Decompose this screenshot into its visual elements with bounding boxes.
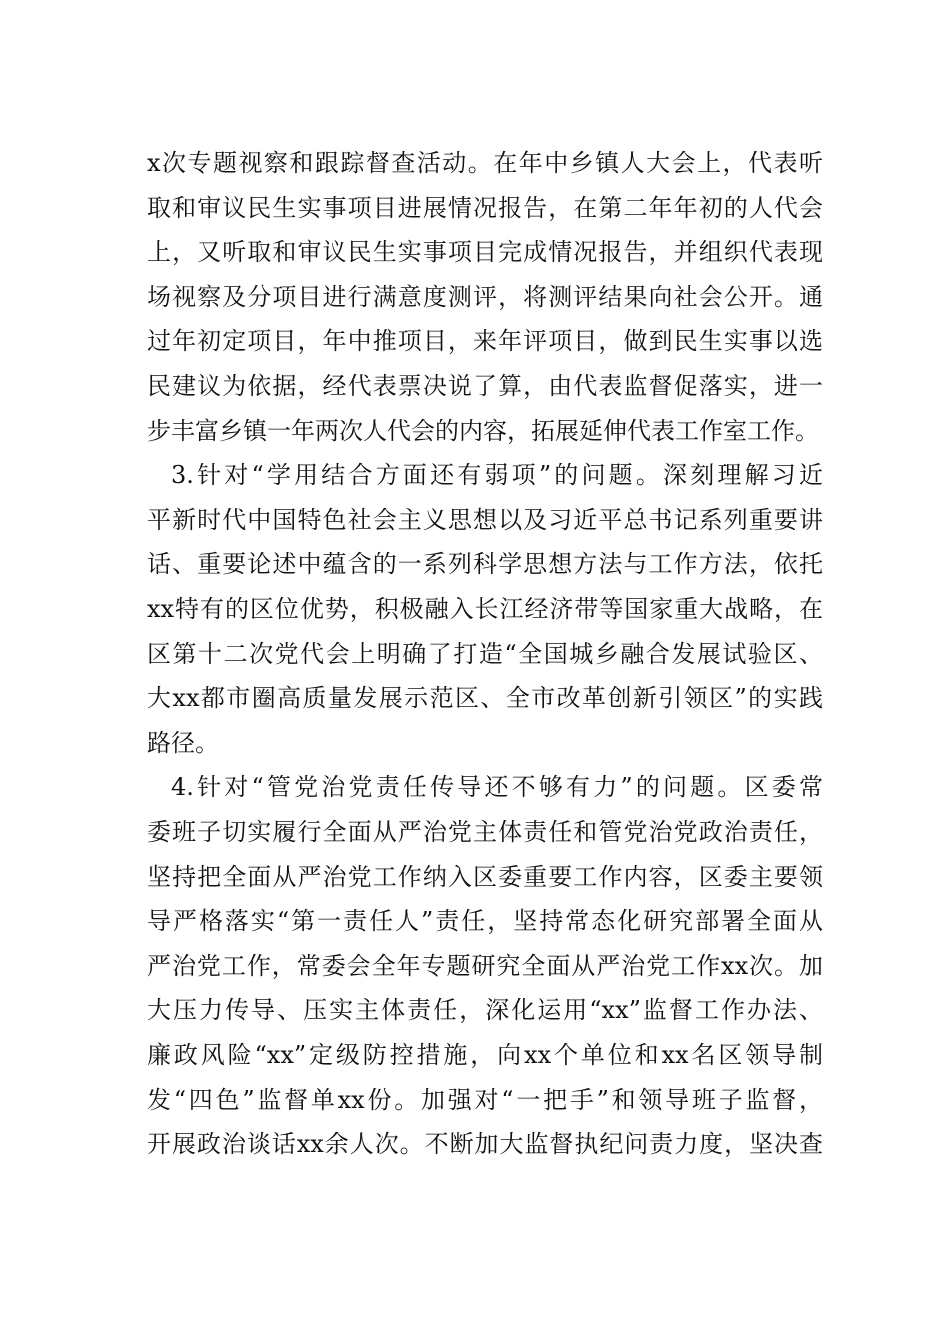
text-line: 4.针对“管党治党责任传导还不够有力”的问题。区委常	[171, 773, 823, 802]
text-line: 坚持把全面从严治党工作纳入区委重要工作内容，区委主要领	[147, 862, 823, 891]
text-line: 话、重要论述中蕴含的一系列科学思想方法与工作方法，依托	[147, 550, 823, 579]
text-line: 导严格落实“第一责任人”责任，坚持常态化研究部署全面从	[147, 907, 823, 936]
text-line: x次专题视察和跟踪督查活动。在年中乡镇人大会上，代表听	[147, 149, 823, 177]
text-line: 廉政风险“xx”定级防控措施，向xx个单位和xx名区领导制	[147, 1041, 823, 1069]
text-line: 发“四色”监督单xx份。加强对“一把手”和领导班子监督，	[147, 1085, 823, 1114]
text-line: 大xx都市圈高质量发展示范区、全市改革创新引领区”的实践	[147, 684, 823, 713]
text-line: 场视察及分项目进行满意度测评，将测评结果向社会公开。通	[147, 282, 823, 311]
text-line: 路径。	[147, 728, 219, 757]
text-line: 区第十二次党代会上明确了打造“全国城乡融合发展试验区、	[147, 639, 823, 668]
text-line: 开展政治谈话xx余人次。不断加大监督执纪问责力度，坚决查	[147, 1130, 823, 1159]
text-line: xx特有的区位优势，积极融入长江经济带等国家重大战略，在	[147, 595, 823, 623]
text-line: 委班子切实履行全面从严治党主体责任和管党治党政治责任，	[147, 818, 823, 846]
text-line: 民建议为依据，经代表票决说了算，由代表监督促落实，进一	[147, 372, 823, 400]
text-line: 严治党工作，常委会全年专题研究全面从严治党工作xx次。加	[147, 951, 823, 980]
text-line: 取和审议民生实事项目进展情况报告，在第二年年初的人代会	[147, 193, 823, 222]
text-line: 平新时代中国特色社会主义思想以及习近平总书记系列重要讲	[147, 505, 823, 534]
text-line: 步丰富乡镇一年两次人代会的内容，拓展延伸代表工作室工作。	[147, 416, 819, 445]
text-line: 3.针对“学用结合方面还有弱项”的问题。深刻理解习近	[171, 461, 823, 490]
text-line: 大压力传导、压实主体责任，深化运用“xx”监督工作办法、	[147, 996, 823, 1025]
text-line: 过年初定项目，年中推项目，来年评项目，做到民生实事以选	[147, 327, 823, 356]
text-line: 上，又听取和审议民生实事项目完成情况报告，并组织代表现	[147, 238, 823, 267]
